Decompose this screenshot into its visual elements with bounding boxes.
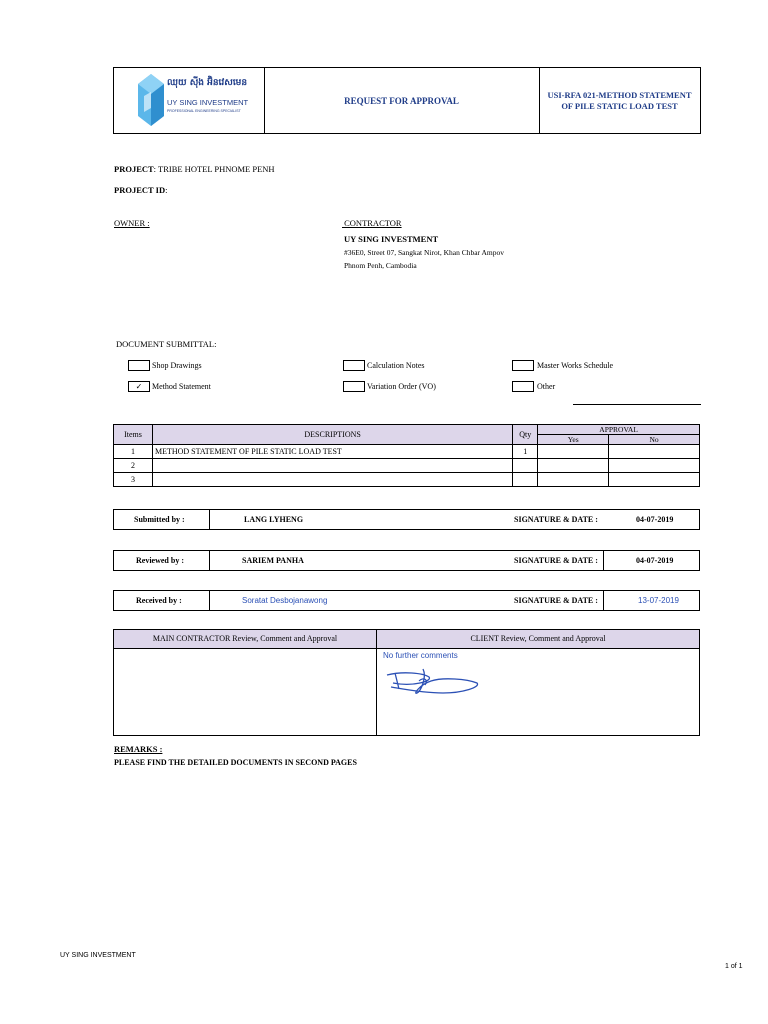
- item-approval-no[interactable]: [609, 473, 700, 487]
- received-by-row: [113, 590, 700, 611]
- method-statement-label: Method Statement: [152, 382, 211, 391]
- logo-company-name: UY SING INVESTMENT: [167, 98, 249, 107]
- reference-line-2: OF PILE STATIC LOAD TEST: [561, 101, 678, 111]
- main-contractor-comment-area[interactable]: [114, 649, 377, 735]
- no-header: No: [609, 435, 700, 445]
- master-works-schedule-checkbox[interactable]: [512, 360, 534, 371]
- approval-header: APPROVAL: [538, 425, 700, 435]
- submitted-date[interactable]: 04-07-2019: [636, 515, 674, 524]
- received-by-name[interactable]: Soratat Desbojanawong: [242, 596, 328, 605]
- submitted-by-row: [113, 509, 700, 530]
- item-description: METHOD STATEMENT OF PILE STATIC LOAD TEST: [152, 445, 512, 459]
- item-qty: [513, 473, 538, 487]
- item-description: [152, 473, 512, 487]
- item-qty: [513, 459, 538, 473]
- logo-khmer-text: ឈុយ ស៊ីង អ៊ិនវេសមេន: [167, 78, 248, 88]
- owner-label: OWNER :: [114, 218, 150, 228]
- reference-number: [539, 90, 700, 112]
- reference-line-1: USI-RFA 021-METHOD STATEMENT: [547, 90, 692, 100]
- table-row: [114, 445, 700, 459]
- contractor-address-1: #36E0, Street 07, Sangkat Nirot, Khan Chbar Ampov: [344, 248, 504, 257]
- project-label: PROJECT: [114, 164, 154, 174]
- reviewed-by-name[interactable]: SARIEM PANHA: [242, 556, 304, 565]
- form-title: REQUEST FOR APPROVAL: [264, 68, 540, 133]
- items-table-header-row: [114, 425, 700, 435]
- item-approval-no[interactable]: [609, 445, 700, 459]
- logo-tagline: PROFESSIONAL ENGINEERING SPECIALIST: [167, 109, 241, 113]
- calculation-notes-checkbox[interactable]: [343, 360, 365, 371]
- calculation-notes-label: Calculation Notes: [367, 361, 425, 370]
- variation-order-checkbox[interactable]: [343, 381, 365, 392]
- items-table: [113, 424, 700, 487]
- contractor-label: CONTRACTOR: [342, 218, 402, 228]
- footer-company: UY SING INVESTMENT: [60, 952, 136, 959]
- client-header: CLIENT Review, Comment and Approval: [377, 630, 699, 649]
- item-number: 1: [114, 445, 153, 459]
- item-approval-yes[interactable]: [538, 473, 609, 487]
- remarks-label: REMARKS :: [114, 744, 163, 754]
- contractor-address-2: Phnom Penh, Cambodia: [344, 261, 417, 270]
- main-contractor-header: MAIN CONTRACTOR Review, Comment and Approval: [114, 630, 377, 649]
- company-logo: [138, 74, 164, 126]
- qty-header: Qty: [513, 425, 538, 445]
- other-label: Other: [537, 382, 556, 391]
- project-id-value: :: [165, 185, 168, 195]
- yes-header: Yes: [538, 435, 609, 445]
- item-number: 3: [114, 473, 153, 487]
- project-line: [114, 164, 275, 174]
- client-comment-area[interactable]: [377, 649, 699, 735]
- variation-order-label: Variation Order (VO): [367, 382, 436, 391]
- table-row: [114, 459, 700, 473]
- reviewed-by-label: Reviewed by :: [136, 556, 184, 565]
- received-by-label: Received by :: [136, 596, 182, 605]
- header-box: [113, 67, 701, 134]
- table-row: [114, 473, 700, 487]
- logo-cell: [114, 68, 265, 133]
- shop-drawings-checkbox[interactable]: [128, 360, 150, 371]
- descriptions-header: DESCRIPTIONS: [152, 425, 512, 445]
- client-comment-text: No further comments: [383, 651, 458, 660]
- contractor-name: UY SING INVESTMENT: [344, 234, 439, 244]
- comments-table: [113, 629, 700, 736]
- item-description: [152, 459, 512, 473]
- item-approval-yes[interactable]: [538, 445, 609, 459]
- item-qty: 1: [513, 445, 538, 459]
- submittal-label: DOCUMENT SUBMITTAL:: [116, 339, 217, 349]
- project-id-label: PROJECT ID: [114, 185, 166, 195]
- item-number: 2: [114, 459, 153, 473]
- other-checkbox[interactable]: [512, 381, 534, 392]
- item-approval-no[interactable]: [609, 459, 700, 473]
- received-signature-label: SIGNATURE & DATE :: [514, 596, 598, 605]
- received-date[interactable]: 13-07-2019: [638, 596, 679, 605]
- method-statement-checkbox[interactable]: ✓: [128, 381, 150, 392]
- project-id-line: [114, 185, 167, 195]
- other-specify-line[interactable]: [573, 404, 701, 405]
- remarks-text: PLEASE FIND THE DETAILED DOCUMENTS IN SECOND PAGES: [114, 758, 357, 767]
- submitted-by-label: Submitted by :: [134, 515, 185, 524]
- shop-drawings-label: Shop Drawings: [152, 361, 202, 370]
- items-header: Items: [114, 425, 153, 445]
- reviewed-signature-label: SIGNATURE & DATE :: [514, 556, 598, 565]
- reviewed-by-row: [113, 550, 700, 571]
- submitted-signature-label: SIGNATURE & DATE :: [514, 515, 598, 524]
- client-signature-image: [383, 667, 483, 699]
- master-works-schedule-label: Master Works Schedule: [537, 361, 614, 370]
- footer-page-number: 1 of 1: [725, 963, 743, 970]
- project-value: : TRIBE HOTEL PHNOME PENH: [153, 164, 275, 174]
- submitted-by-name[interactable]: LANG LYHENG: [244, 515, 304, 524]
- item-approval-yes[interactable]: [538, 459, 609, 473]
- reviewed-date[interactable]: 04-07-2019: [636, 556, 674, 565]
